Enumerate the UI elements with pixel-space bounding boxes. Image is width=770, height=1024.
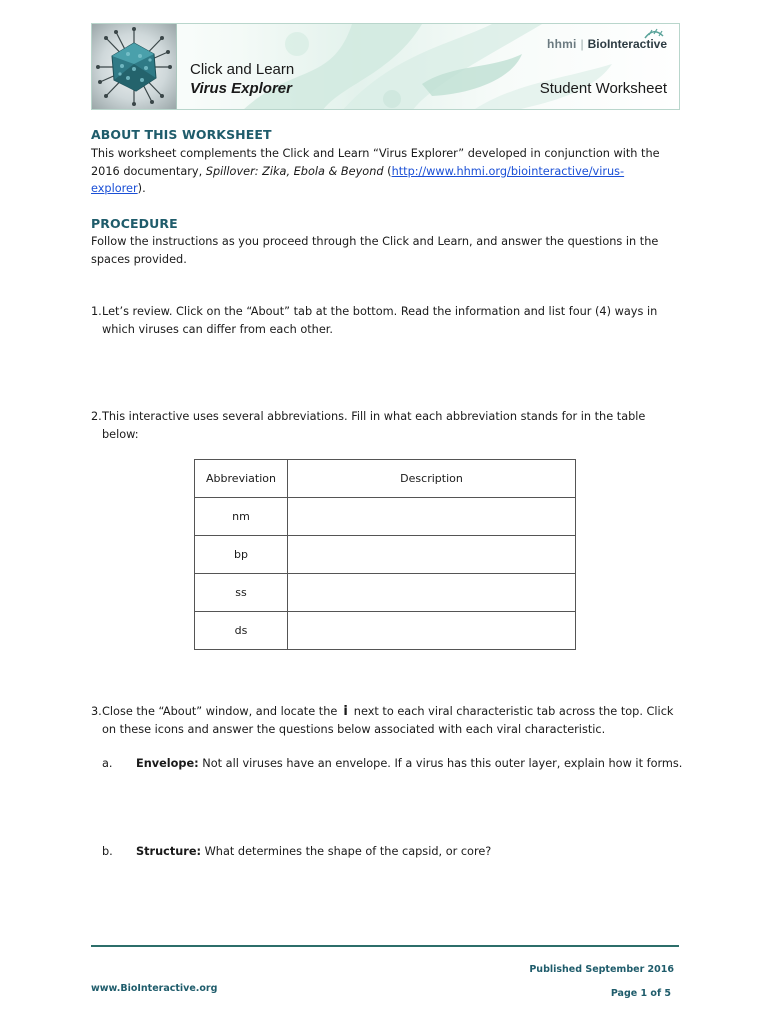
table-cell-abbr: ss xyxy=(195,574,288,612)
about-paragraph xyxy=(91,145,671,198)
table-cell-description[interactable] xyxy=(288,536,576,574)
footer-rule xyxy=(91,945,679,947)
q3-line1-before: Close the “About” window, and locate the xyxy=(102,705,338,718)
about-heading: ABOUT THIS WORKSHEET xyxy=(91,127,272,142)
abbreviation-table xyxy=(194,459,576,650)
table-cell-abbr: nm xyxy=(195,498,288,536)
question-1 xyxy=(91,303,681,338)
q3-line1-after: next to each viral characteristic tab across the top. Click xyxy=(353,705,674,718)
q3b-text: What determines the shape of the capsid, or core? xyxy=(201,845,492,858)
banner-title-virus-explorer: Virus Explorer xyxy=(190,80,292,97)
footer-website: www.BioInteractive.org xyxy=(91,983,218,994)
doc-type-label: Student Worksheet xyxy=(539,80,667,97)
q1-line2: which viruses can differ from each other. xyxy=(102,322,333,336)
table-cell-description[interactable] xyxy=(288,574,576,612)
table-cell-abbr: bp xyxy=(195,536,288,574)
q2-line1: This interactive uses several abbreviations. Fill in what each abbreviation stands for in the table xyxy=(102,410,646,423)
question-3 xyxy=(91,703,681,738)
table-header-abbreviation: Abbreviation xyxy=(195,460,288,498)
q3-number: 3. xyxy=(91,705,102,718)
banner-title-click-and-learn: Click and Learn xyxy=(190,61,295,78)
about-paren-open: ( xyxy=(383,164,392,178)
question-3b xyxy=(102,843,491,861)
q3b-label: Structure: xyxy=(136,845,202,858)
question-3a xyxy=(102,755,682,773)
table-cell-description[interactable] xyxy=(288,612,576,650)
procedure-heading: PROCEDURE xyxy=(91,216,178,231)
table-row xyxy=(195,574,576,612)
q2-number: 2. xyxy=(91,410,102,423)
page-number: Page 1 of 5 xyxy=(610,988,671,999)
brand-biointeractive: BioInteractive xyxy=(587,37,667,51)
table-cell-abbr: ds xyxy=(195,612,288,650)
q3b-letter: b. xyxy=(102,845,113,858)
virus-explorer-link[interactable]: http://www.hhmi.org/biointeractive/virus-explorer xyxy=(91,164,625,195)
table-row xyxy=(195,536,576,574)
film-title: Spillover: Zika, Ebola & Beyond xyxy=(205,164,384,178)
header-banner xyxy=(91,23,680,110)
brand-separator: | xyxy=(580,37,584,51)
q3a-text: Not all viruses have an envelope. If a virus has this outer layer, explain how it forms. xyxy=(198,757,683,770)
table-header-description: Description xyxy=(288,460,576,498)
procedure-text: Follow the instructions as you proceed through the Click and Learn, and answer the questions in the spaces provided. xyxy=(91,235,659,266)
brand-logo xyxy=(547,37,667,51)
q3a-label: Envelope: xyxy=(136,757,199,770)
q3-line2: on these icons and answer the questions below associated with each viral characteristic. xyxy=(102,722,606,736)
q1-line1: Let’s review. Click on the “About” tab at the bottom. Read the information and list four (4) ways in xyxy=(102,305,658,318)
table-row xyxy=(195,612,576,650)
published-date: Published September 2016 xyxy=(529,964,674,975)
virus-icon xyxy=(92,24,176,109)
table-row xyxy=(195,498,576,536)
q2-line2: below: xyxy=(102,427,139,441)
table-cell-description[interactable] xyxy=(288,498,576,536)
about-text-before: This worksheet complements the Click and Learn “Virus Explorer” developed in conjunction with the 2016 documentary, xyxy=(91,147,660,178)
info-icon: i xyxy=(343,704,348,719)
table-header-row xyxy=(195,460,576,498)
about-text-after: ). xyxy=(137,182,146,195)
brand-hhmi: hhmi xyxy=(547,37,577,51)
question-2 xyxy=(91,408,681,443)
q1-number: 1. xyxy=(91,305,102,318)
q3a-letter: a. xyxy=(102,757,113,770)
virus-image xyxy=(92,24,177,109)
